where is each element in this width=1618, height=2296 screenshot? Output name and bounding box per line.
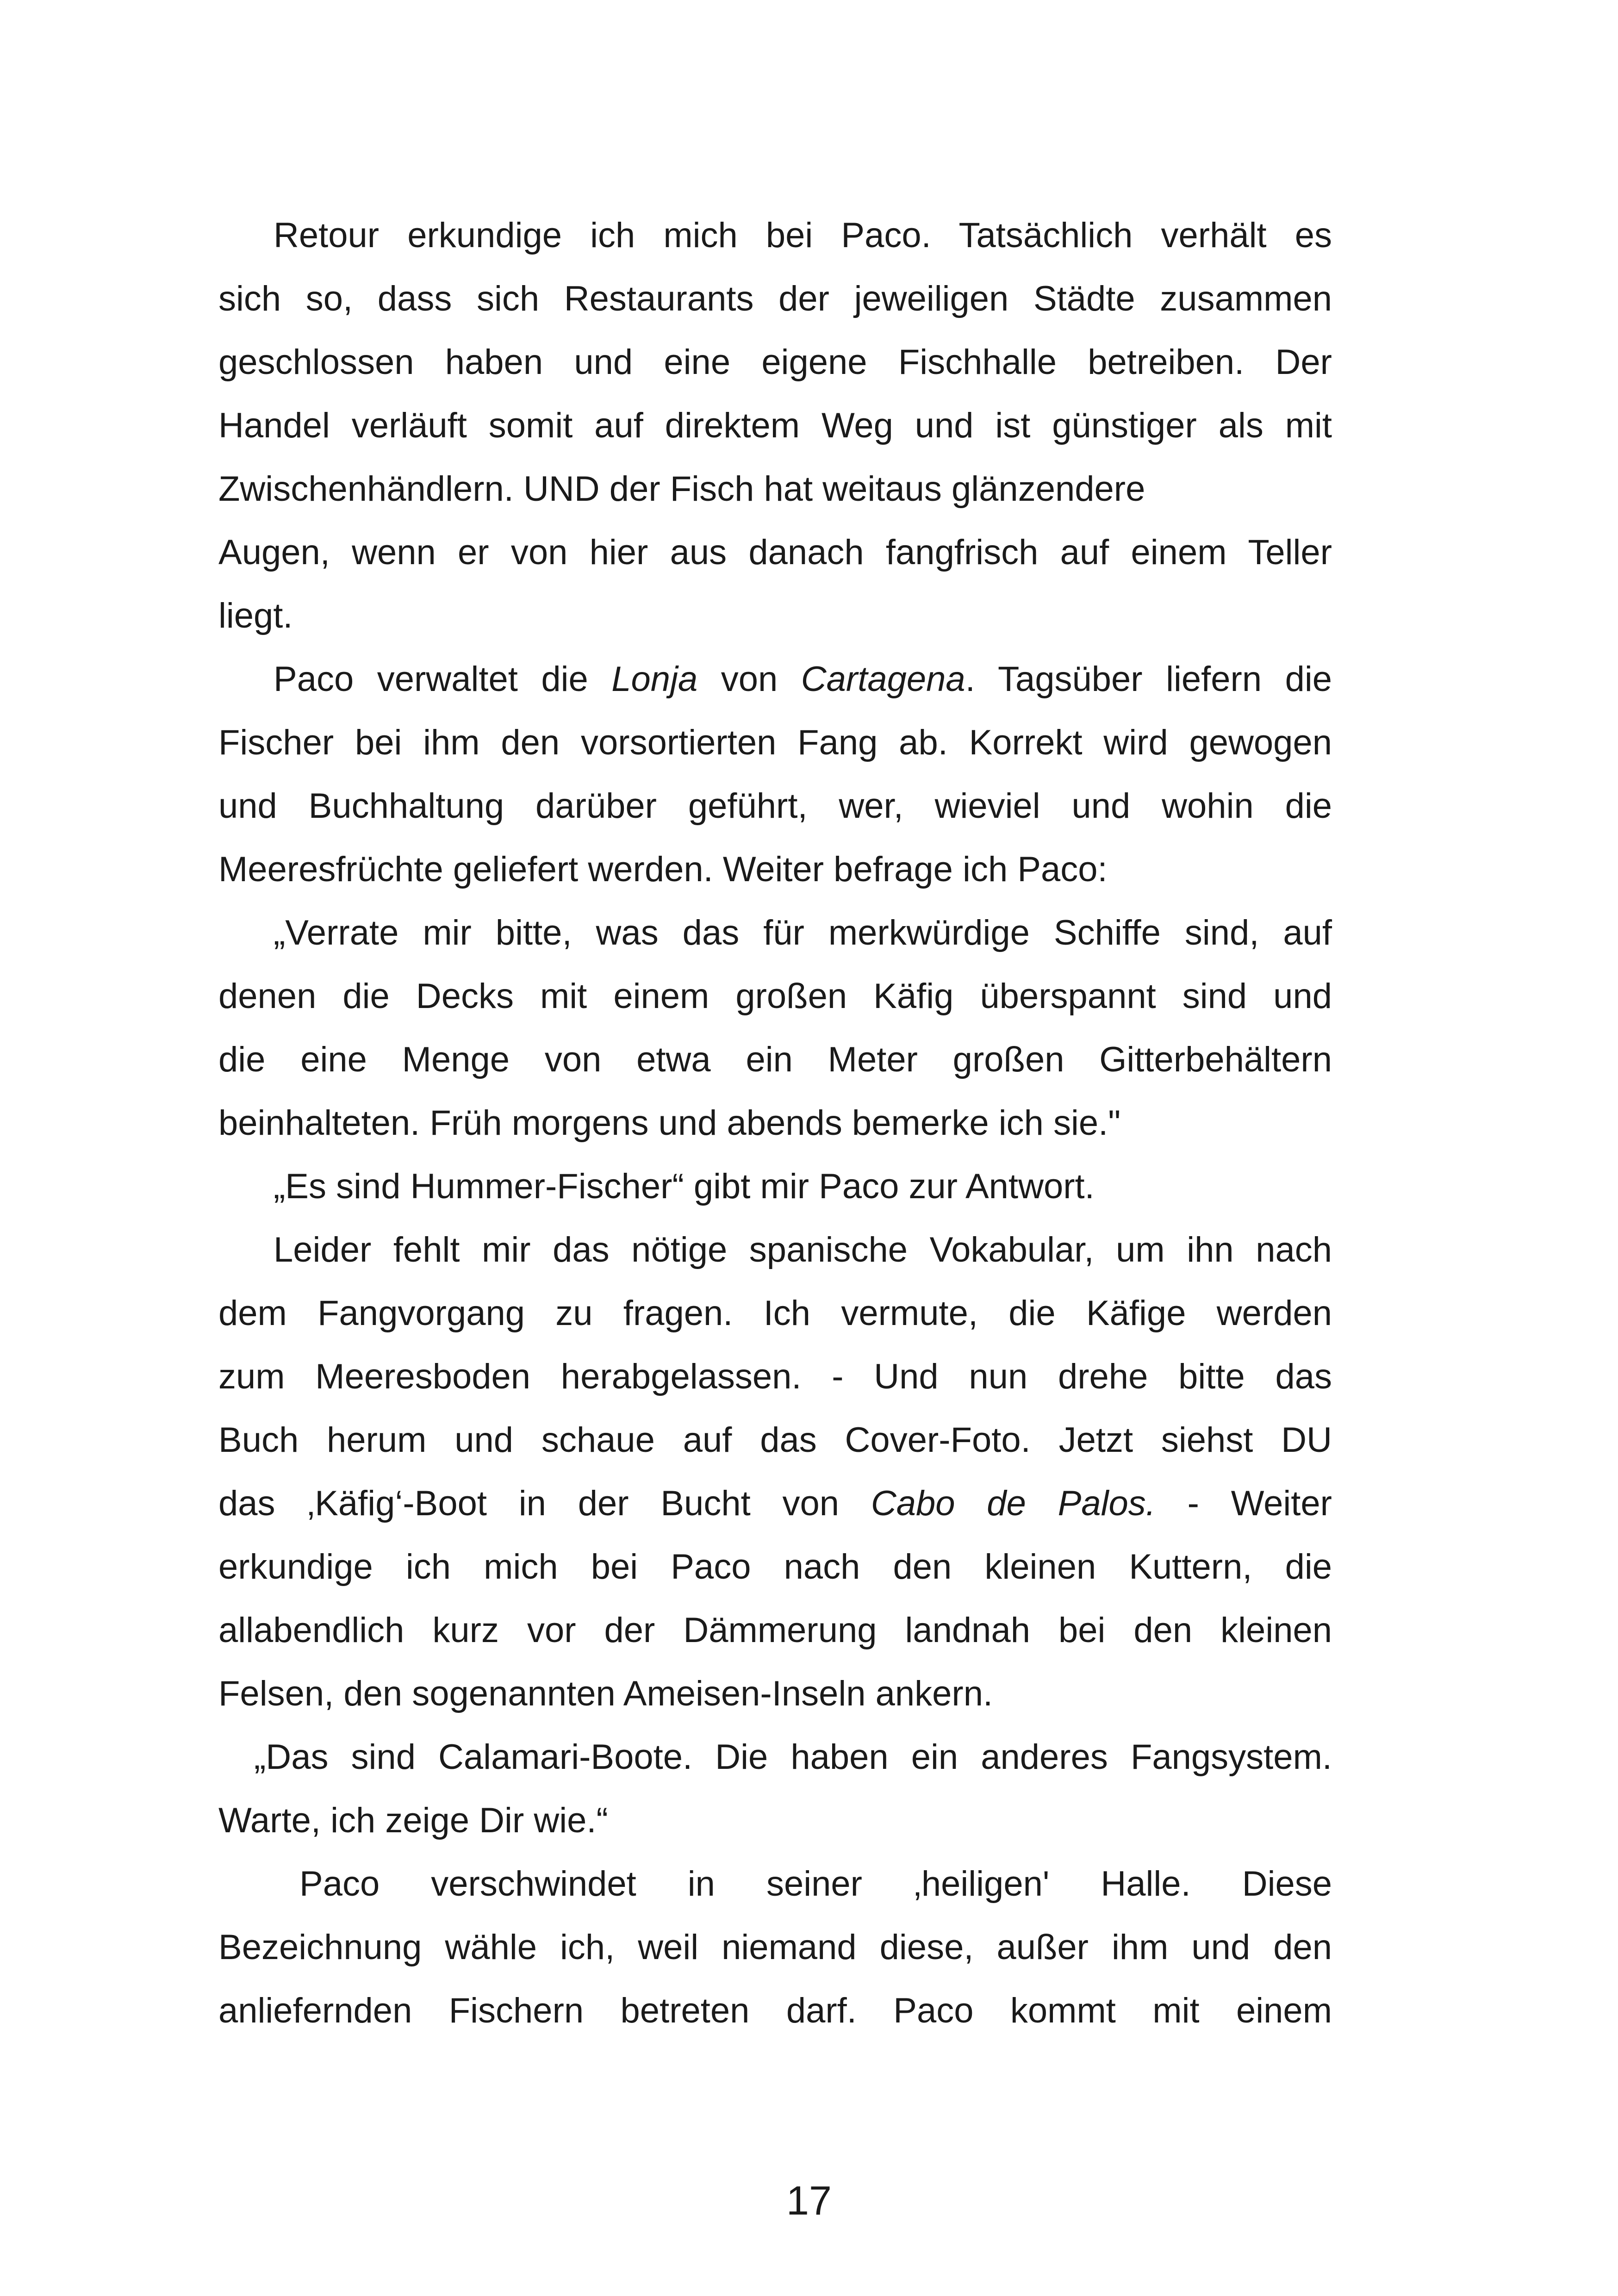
text-line: die eine Menge von etwa ein Meter großen Gitterbehältern [218, 1040, 1332, 1079]
text-line: liegt. [218, 596, 293, 635]
text-line: Augen, wenn er von hier aus danach fangfrisch auf einem Teller [218, 533, 1332, 572]
text-line: denen die Decks mit einem großen Käfig überspannt sind und [218, 977, 1332, 1016]
italic-term: Cartagena [801, 660, 965, 699]
text-line: Meeresfrüchte geliefert werden. Weiter befrage ich Paco: [218, 850, 1108, 889]
page-number: 17 [786, 2178, 832, 2223]
text-segment: - Weiter [1187, 1484, 1332, 1523]
text-line: Retour erkundige ich mich bei Paco. Tatsächlich verhält es [274, 216, 1332, 255]
italic-term: Lonja [611, 660, 698, 699]
text-line: Buch herum und schaue auf das Cover-Foto. Jetzt siehst DU [218, 1420, 1332, 1460]
text-line: Paco verschwindet in seiner ‚heiligen' Halle. Diese [299, 1864, 1332, 1904]
text-line: Fischer bei ihm den vorsortierten Fang ab. Korrekt wird gewogen [218, 723, 1332, 762]
text-line [218, 647, 1332, 711]
text-segment: das ‚Käfig‘-Boot in der Bucht von [218, 1484, 871, 1523]
text-line: Zwischenhändlern. UND der Fisch hat weitaus glänzendere [218, 469, 1145, 509]
text-line: Warte, ich zeige Dir wie.“ [218, 1801, 608, 1840]
text-line: und Buchhaltung darüber geführt, wer, wieviel und wohin die [218, 786, 1332, 826]
text-line: anliefernden Fischern betreten darf. Paco kommt mit einem [218, 1991, 1332, 2030]
text-line: Felsen, den sogenannten Ameisen-Inseln ankern. [218, 1674, 993, 1713]
text-line: sich so, dass sich Restaurants der jeweiligen Städte zusammen [218, 279, 1332, 318]
text-line: „Das sind Calamari-Boote. Die haben ein anderes Fangsystem. [254, 1737, 1332, 1777]
text-segment: . Tagsüber liefern die [965, 660, 1332, 699]
text-segment: Paco verwaltet die [274, 660, 612, 699]
text-line: „Es sind Hummer-Fischer“ gibt mir Paco zur Antwort. [274, 1167, 1095, 1206]
text-segment: von [697, 660, 801, 699]
text-line: Handel verläuft somit auf direktem Weg und ist günstiger als mit [218, 406, 1332, 445]
text-line: Bezeichnung wähle ich, weil niemand diese, außer ihm und den [218, 1928, 1332, 1967]
text-line: beinhalteten. Früh morgens und abends bemerke ich sie." [218, 1103, 1121, 1143]
text-line: Leider fehlt mir das nötige spanische Vokabular, um ihn nach [274, 1230, 1332, 1269]
text-line: dem Fangvorgang zu fragen. Ich vermute, die Käfige werden [218, 1294, 1332, 1333]
text-line: geschlossen haben und eine eigene Fischhalle betreiben. Der [218, 342, 1332, 382]
italic-term: Cabo de Palos. [871, 1484, 1156, 1523]
text-line: „Verrate mir bitte, was das für merkwürdige Schiffe sind, auf [274, 913, 1332, 952]
body-text [218, 204, 1332, 2042]
text-line: allabendlich kurz vor der Dämmerung landnah bei den kleinen [218, 1611, 1332, 1650]
text-line: erkundige ich mich bei Paco nach den kleinen Kuttern, die [218, 1547, 1332, 1587]
text-line [218, 1472, 1332, 1535]
text-line: zum Meeresboden herabgelassen. - Und nun drehe bitte das [218, 1357, 1332, 1396]
